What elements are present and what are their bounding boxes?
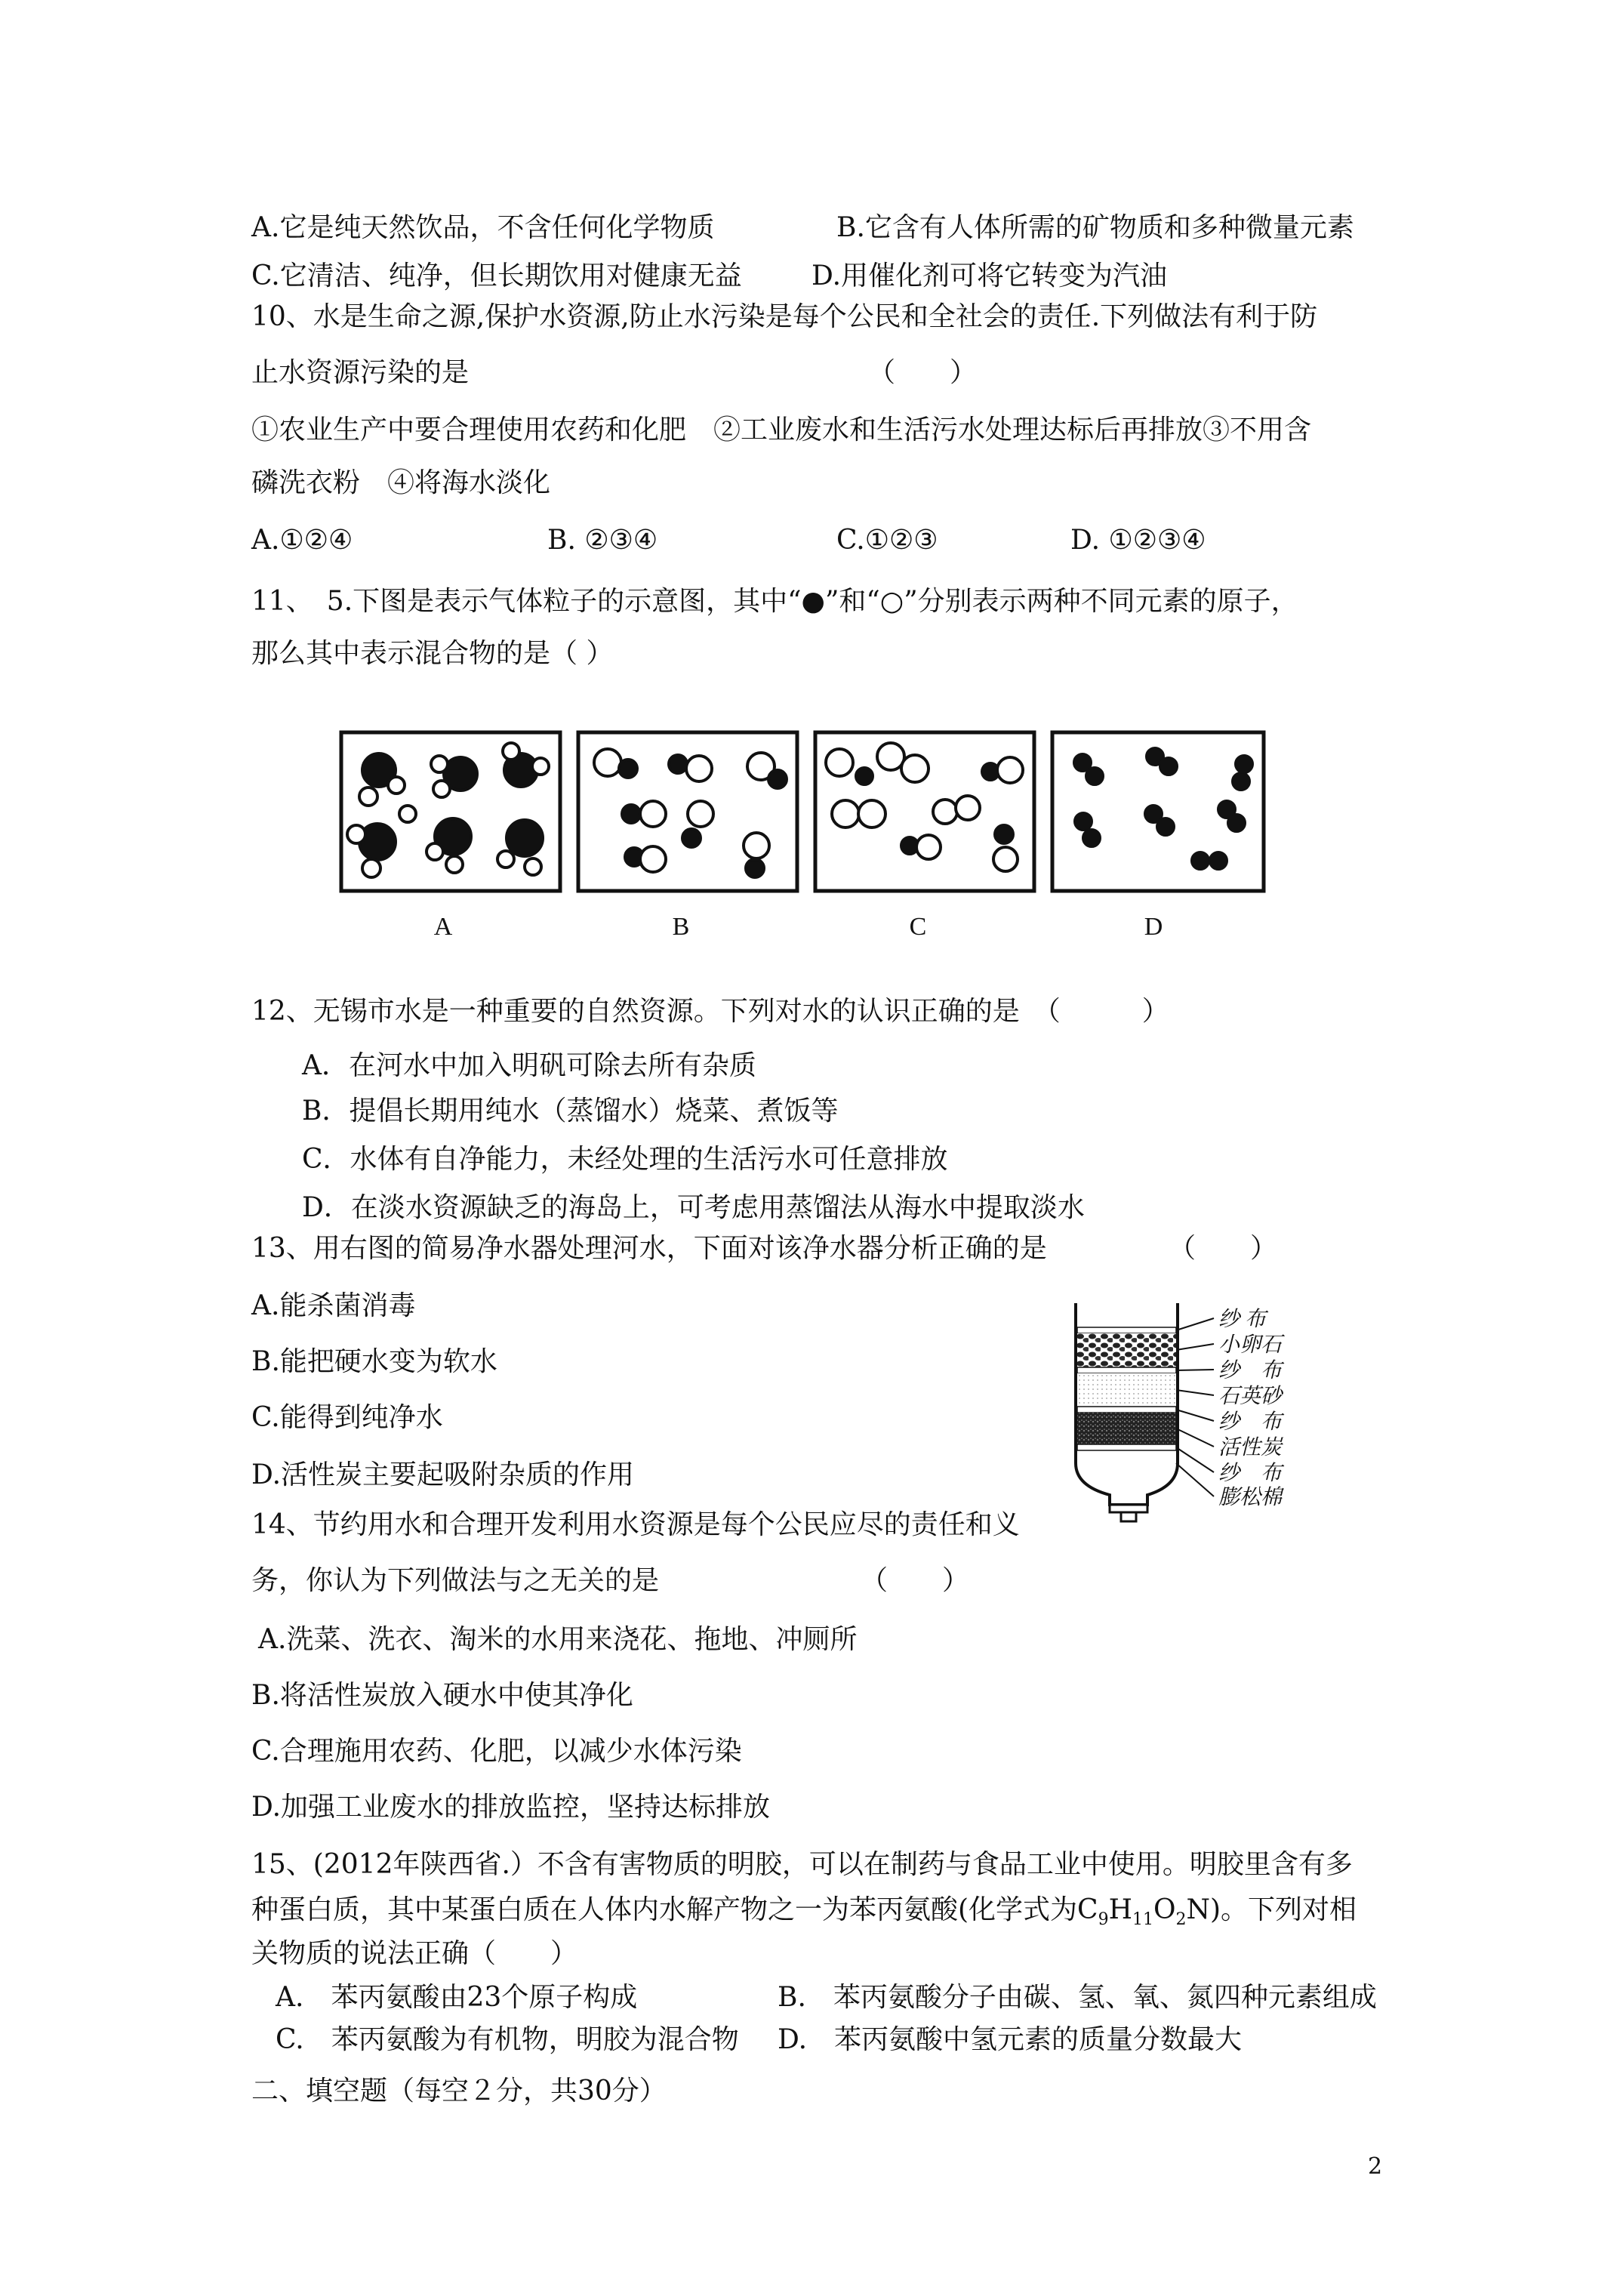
q12-option-b: B．提倡长期用纯水（蒸馏水）烧菜、煮饭等 — [302, 1096, 839, 1126]
q12-option-a: A．在河水中加入明矾可除去所有杂质 — [302, 1050, 756, 1081]
q10-answer-bracket: （ ） — [868, 357, 978, 388]
q13-option-b: B.能把硬水变为软水 — [251, 1346, 497, 1377]
filter-label-carbon: 活性炭 — [1218, 1436, 1283, 1459]
q14-stem-line2: 务，你认为下列做法与之无关的是 — [251, 1565, 660, 1596]
q13-option-d: D.活性炭主要起吸附杂质的作用 — [251, 1459, 635, 1490]
q11-stem-line1: 11、 5.下图是表示气体粒子的示意图，其中“●”和“○”分别表示两种不同元素的原子， — [251, 586, 1298, 617]
q15-stem-line1: 15、(2012年陕西省.）不含有害物质的明胶，可以在制药与食品工业中使用。明胶里含有多 — [251, 1849, 1353, 1880]
q15-option-d: D. 苯丙氨酸中氢元素的质量分数最大 — [778, 2024, 1243, 2055]
q14-option-b: B.将活性炭放入硬水中使其净化 — [251, 1680, 633, 1711]
q10-option-b: B. ②③④ — [547, 525, 658, 556]
q12-option-d: D．在淡水资源缺乏的海岛上，可考虑用蒸馏法从海水中提取淡水 — [302, 1192, 1085, 1223]
q9-option-d: D.用催化剂可将它转变为汽油 — [812, 260, 1168, 291]
q15-stem-line3: 关物质的说法正确（ ） — [251, 1938, 578, 1969]
q10-items-line1: ①农业生产中要合理使用农药和化肥 ②工业废水和生活污水处理达标后再排放③不用含 — [251, 415, 1312, 445]
q9-option-b: B.它含有人体所需的矿物质和多种微量元素 — [836, 212, 1354, 243]
q15-option-b: B. 苯丙氨酸分子由碳、氢、氧、氮四种元素组成 — [778, 1982, 1377, 2013]
filter-label-cloth3: 纱 布 — [1218, 1410, 1283, 1434]
q14-option-c: C.合理施用农药、化肥，以减少水体污染 — [251, 1736, 742, 1767]
q12-stem: 12、无锡市水是一种重要的自然资源。下列对水的认识正确的是 （ ） — [251, 996, 1169, 1027]
particle-diagram — [332, 725, 1283, 951]
label-a: A — [433, 913, 453, 941]
q9-option-a: A.它是纯天然饮品，不含任何化学物质 — [251, 212, 715, 243]
q15-stem-line2: 种蛋白质，其中某蛋白质在人体内水解产物之一为苯丙氨酸(化学式为$C_9H_{11}O_2N$)。下列对相 — [251, 1894, 1357, 1930]
box-a-molecules — [347, 743, 549, 877]
filter-label-cloth2: 纱 布 — [1218, 1359, 1283, 1382]
q13-answer-bracket: （ ） — [1169, 1233, 1278, 1264]
label-b: B — [672, 913, 690, 941]
q14-stem-line1: 14、节约用水和合理开发利用水资源是每个公民应尽的责任和义 — [251, 1509, 1020, 1540]
filter-label-cloth4: 纱 布 — [1218, 1462, 1283, 1485]
q13-option-a: A.能杀菌消毒 — [251, 1290, 416, 1321]
q14-option-a: A.洗菜、洗衣、淘米的水用来浇花、拖地、冲厕所 — [258, 1624, 858, 1655]
q10-items-line2: 磷洗衣粉 ④将海水淡化 — [251, 467, 551, 498]
q10-stem-line1: 10、水是生命之源,保护水资源,防止水污染是每个公民和全社会的责任.下列做法有利于防 — [251, 301, 1318, 332]
page-number: 2 — [1368, 2153, 1383, 2180]
q12-option-c: C．水体有自净能力，未经处理的生活污水可任意排放 — [302, 1144, 948, 1175]
q13-stem: 13、用右图的简易净水器处理河水，下面对该净水器分析正确的是 — [251, 1233, 1047, 1264]
q14-option-d: D.加强工业废水的排放监控，坚持达标排放 — [251, 1792, 771, 1823]
q9-option-c: C.它清洁、纯净，但长期饮用对健康无益 — [251, 260, 742, 291]
q10-option-d: D. ①②③④ — [1070, 525, 1206, 556]
label-d: D — [1144, 913, 1163, 941]
q10-stem-line2: 止水资源污染的是 — [251, 357, 470, 388]
q10-option-c: C.①②③ — [836, 525, 938, 556]
filter-label-cotton: 膨松棉 — [1218, 1486, 1283, 1509]
q11-stem-line2: 那么其中表示混合物的是（ ） — [251, 638, 614, 669]
q15-option-c: C. 苯丙氨酸为有机物，明胶为混合物 — [276, 2024, 739, 2055]
q13-option-c: C.能得到纯净水 — [251, 1402, 443, 1433]
filter-label-sand: 石英砂 — [1218, 1385, 1283, 1408]
box-d-molecules — [1073, 747, 1253, 870]
water-filter-diagram — [1064, 1297, 1336, 1524]
filter-label-pebbles: 小卵石 — [1218, 1333, 1283, 1357]
filter-label-cloth1: 纱 布 — [1218, 1308, 1267, 1331]
label-c: C — [909, 913, 927, 941]
box-c-molecules — [826, 743, 1023, 871]
q10-option-a: A.①②④ — [251, 525, 353, 556]
box-b-molecules — [594, 749, 787, 877]
q15-option-a: A. 苯丙氨酸由23个原子构成 — [276, 1982, 638, 2013]
section-heading: 二、填空题（每空２分，共30分） — [251, 2076, 667, 2106]
q14-answer-bracket: （ ） — [861, 1565, 970, 1596]
